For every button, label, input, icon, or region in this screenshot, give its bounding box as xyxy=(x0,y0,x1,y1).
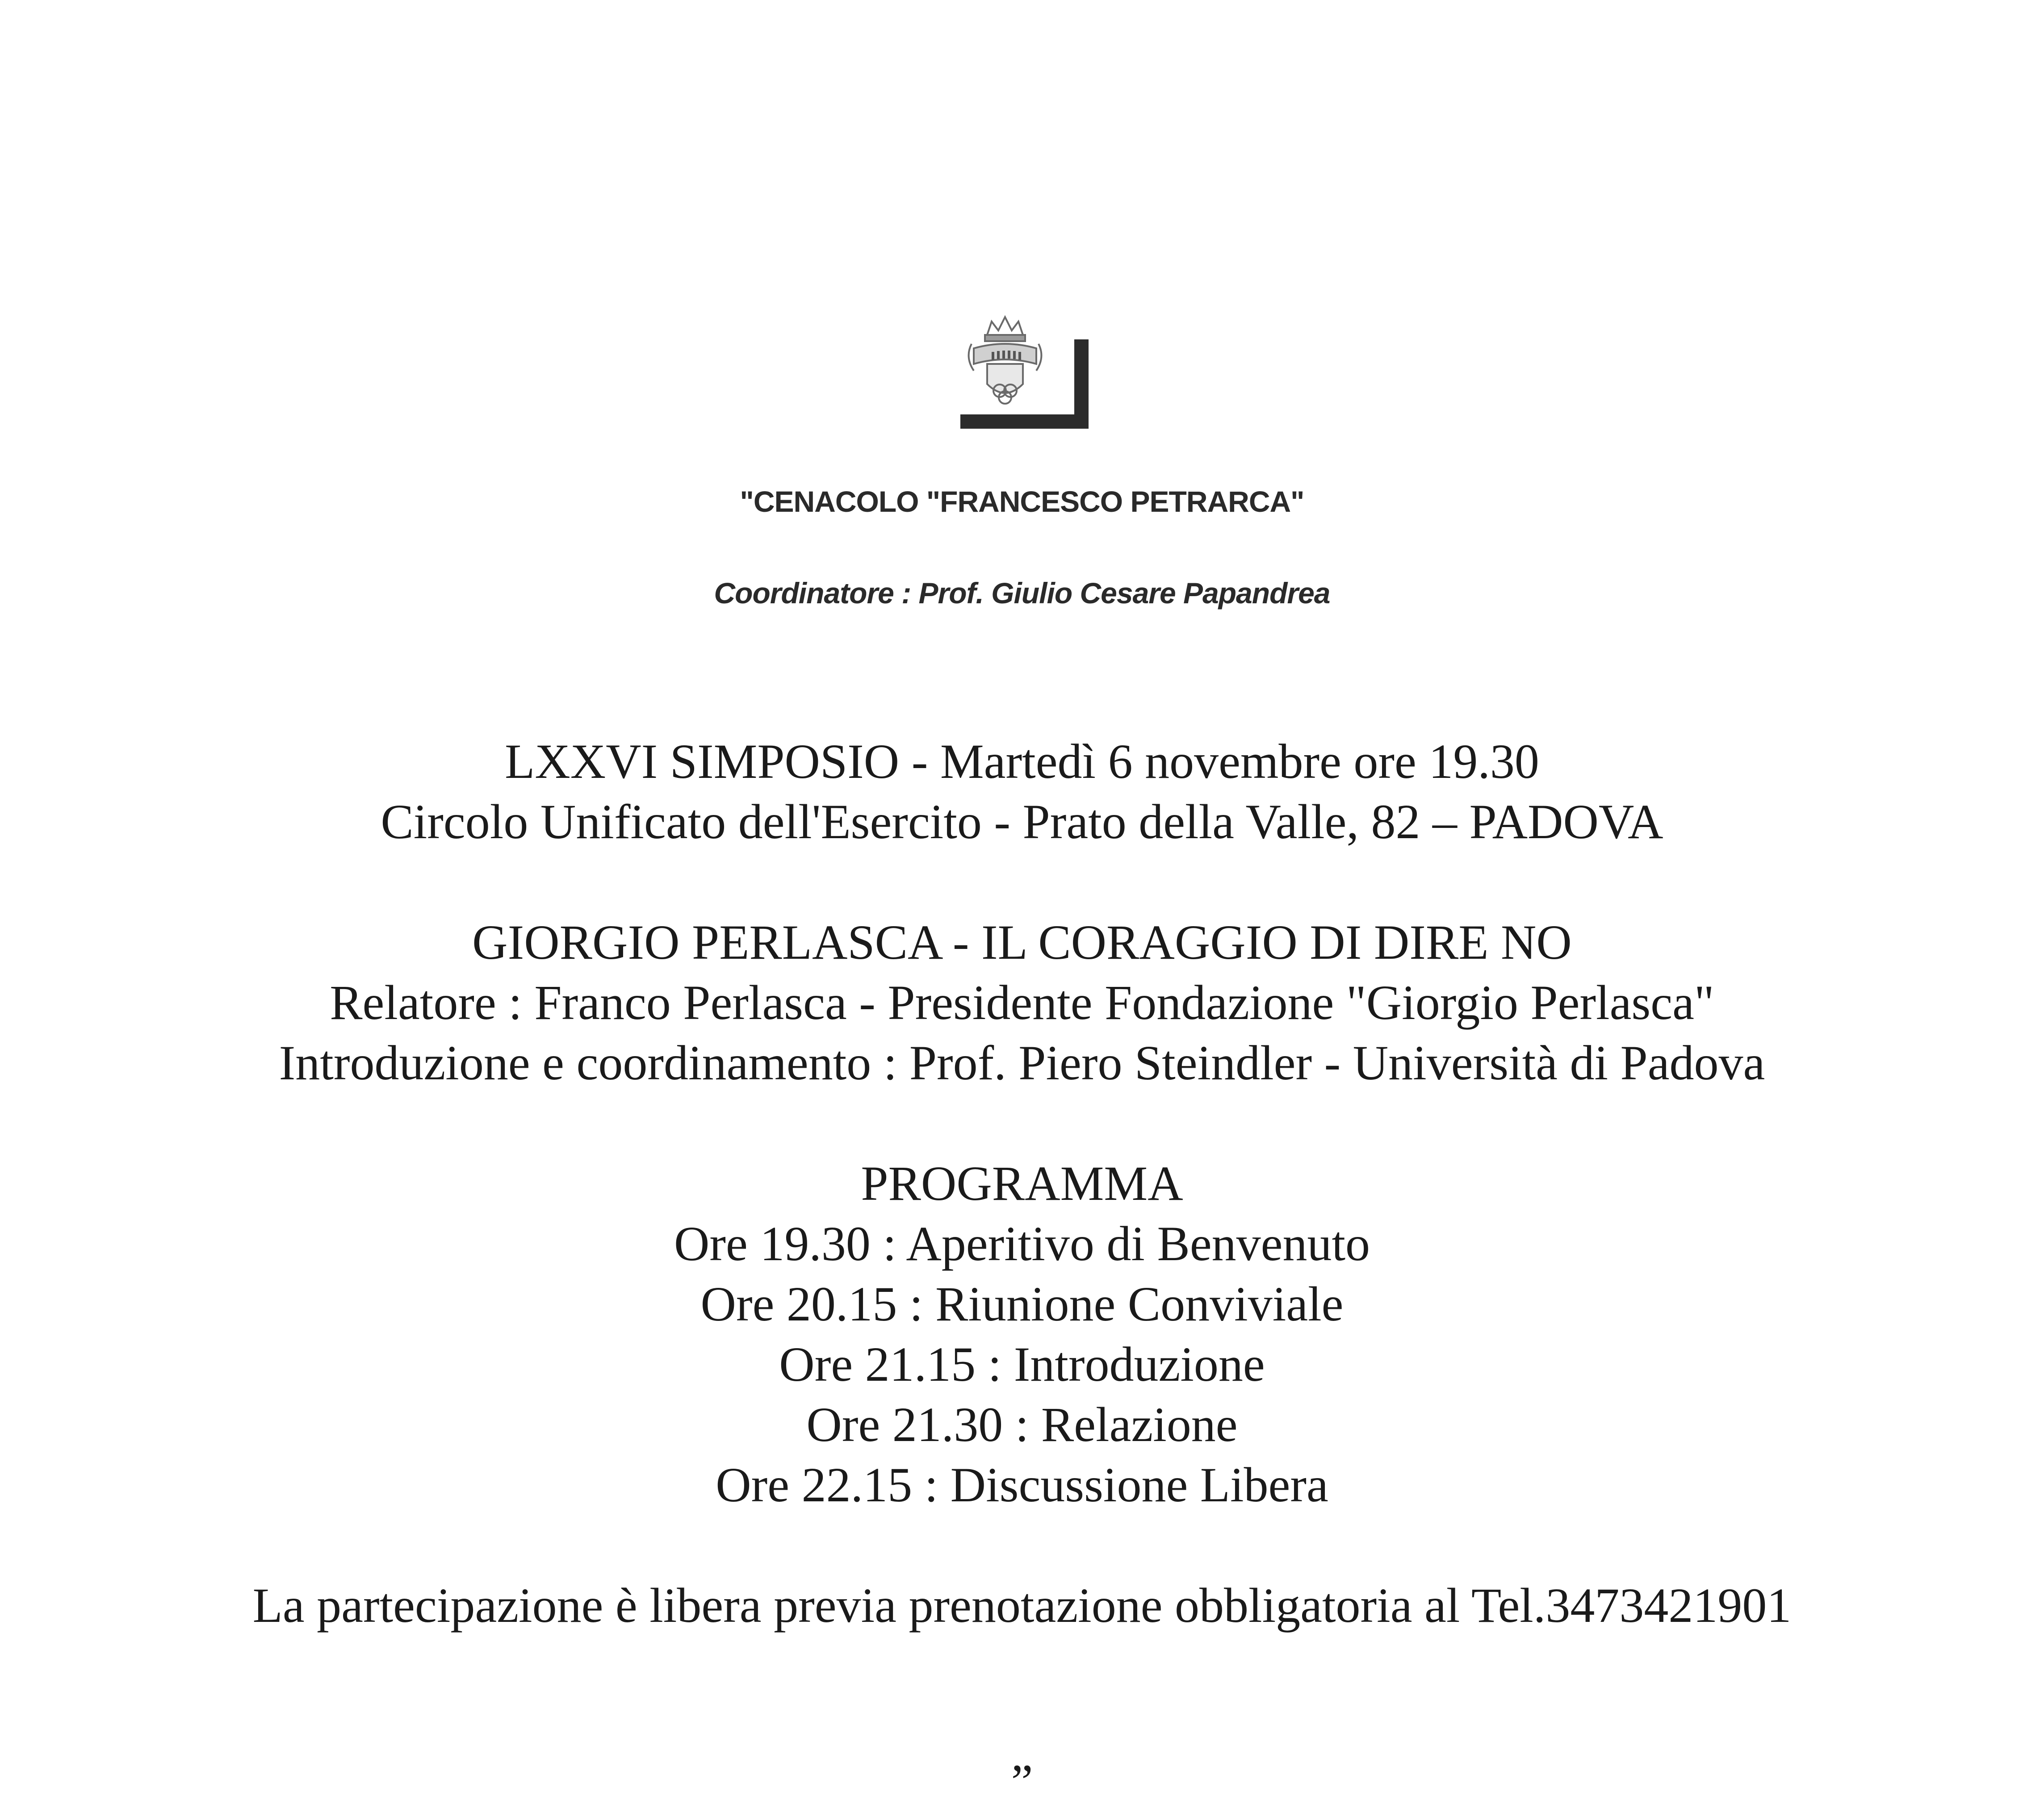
trailing-quote-mark: ” xyxy=(1011,1755,1033,1809)
organization-name: "CENACOLO "FRANCESCO PETRARCA" xyxy=(740,485,1304,518)
programme-heading: PROGRAMMA xyxy=(861,1156,1183,1211)
participation-note: La partecipazione è libera previa prenotazione obbligatoria al Tel.3473421901 xyxy=(252,1578,1792,1633)
event-venue-line: Circolo Unificato dell'Esercito - Prato della Valle, 82 – PADOVA xyxy=(381,794,1663,849)
programme-item: Ore 20.15 : Riunione Conviviale xyxy=(700,1277,1344,1331)
programme-item: Ore 19.30 : Aperitivo di Benvenuto xyxy=(674,1216,1370,1271)
programme-item: Ore 21.15 : Introduzione xyxy=(779,1337,1265,1391)
talk-title: GIORGIO PERLASCA - IL CORAGGIO DI DIRE NO xyxy=(472,915,1572,969)
programme-item: Ore 22.15 : Discussione Libera xyxy=(716,1458,1328,1512)
talk-introduction: Introduzione e coordinamento : Prof. Piero Steindler - Università di Padova xyxy=(279,1036,1765,1090)
programme-item: Ore 21.30 : Relazione xyxy=(806,1397,1238,1452)
coordinator-line: Coordinatore : Prof. Giulio Cesare Papandrea xyxy=(714,577,1330,610)
crest-logo-icon xyxy=(960,313,1103,433)
talk-speaker: Relatore : Franco Perlasca - Presidente Fondazione "Giorgio Perlasca" xyxy=(330,975,1714,1030)
event-title-line: LXXVI SIMPOSIO - Martedì 6 novembre ore 19.30 xyxy=(505,734,1539,789)
